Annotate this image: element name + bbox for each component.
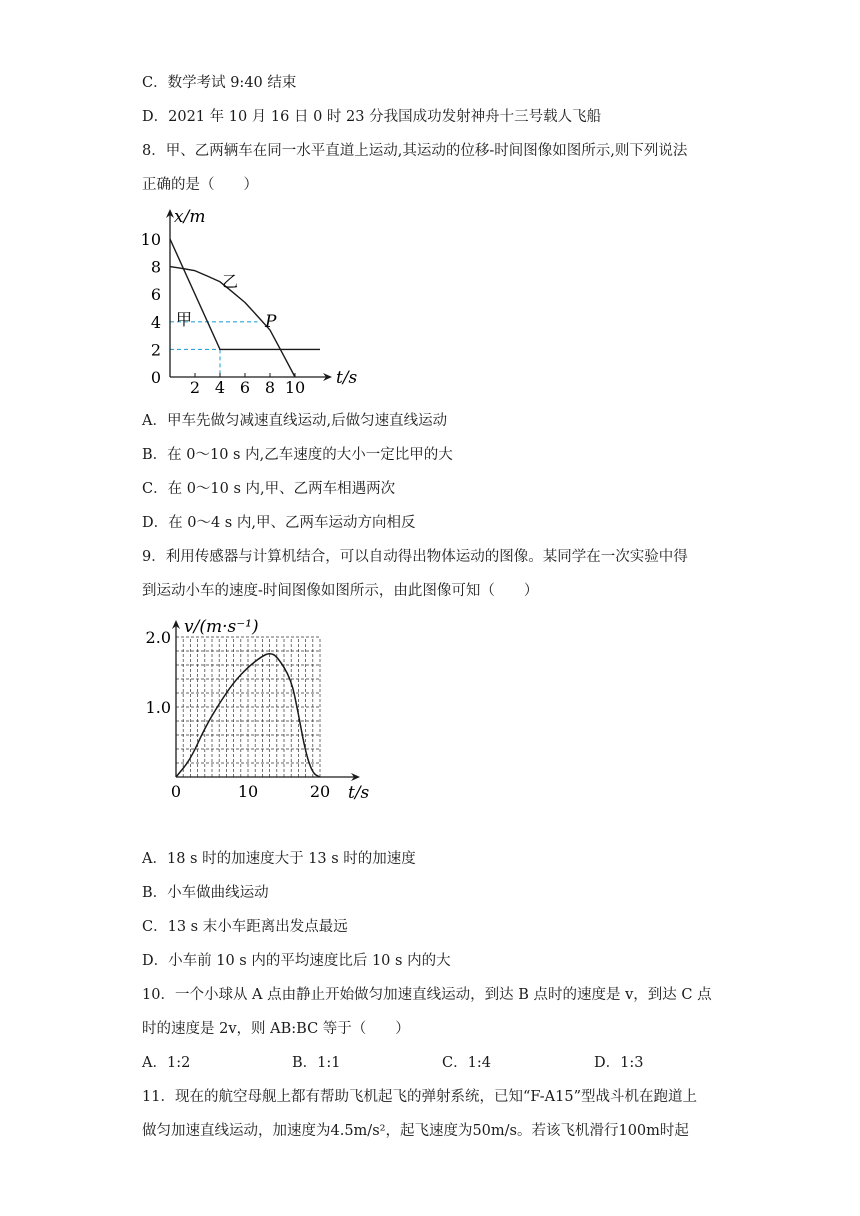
y-tick-label: 10	[140, 230, 161, 249]
q9-stem-line2: 到运动小车的速度-时间图像如图所示，由此图像可知（ ）	[142, 583, 539, 599]
q11-stem-line1: 11．现在的航空母舰上都有帮助飞机起飞的弹射系统，已知“F-A15”型战斗机在跑道上	[142, 1089, 698, 1105]
q10-option-b: B．1:1	[292, 1055, 341, 1071]
x-tick-label: 8	[264, 378, 276, 393]
q9-option-b: B．小车做曲线运动	[142, 885, 269, 901]
q10-stem-line2: 时的速度是 2v，则 AB:BC 等于（ ）	[142, 1021, 410, 1037]
q7-option-c: C．数学考试 9:40 结束	[142, 75, 297, 91]
y-tick-label: 6	[150, 285, 161, 305]
y-tick-label: 2.0	[145, 628, 171, 647]
velocity-time-chart	[142, 612, 392, 808]
q8-stem-line1: 8．甲、乙两辆车在同一水平直道上运动,其运动的位移-时间图像如图所示,则下列说法	[142, 143, 688, 159]
y-tick-label: 4	[150, 312, 161, 332]
q10-stem-line1: 10．一个小球从 A 点由静止开始做匀加速直线运动，到达 B 点时的速度是 v，到达 C 点	[142, 987, 712, 1003]
point-p-label: P	[265, 312, 277, 332]
y-tick-label: 8	[150, 257, 161, 277]
x-tick-label: 2	[189, 378, 201, 393]
q10-option-a: A．1:2	[142, 1055, 191, 1071]
q8-option-c: C．在 0～10 s 内,甲、乙两车相遇两次	[142, 481, 396, 497]
x-tick-label: 20	[309, 782, 331, 801]
q9-option-a: A．18 s 时的加速度大于 13 s 时的加速度	[142, 851, 416, 867]
x-tick-label: 10	[237, 782, 259, 801]
x-axis-label: t/s	[348, 783, 370, 803]
x-axis-label: t/s	[336, 368, 358, 388]
q11-stem-line2: 做匀加速直线运动，加速度为4.5m/s²，起飞速度为50m/s。若该飞机滑行100m时起	[142, 1123, 689, 1139]
y-axis-label: x/m	[174, 207, 206, 227]
x-tick-label: 10	[284, 378, 306, 393]
q10-option-c: C．1:4	[442, 1055, 491, 1071]
q9-stem-line1: 9．利用传感器与计算机结合，可以自动得出物体运动的图像。某同学在一次实验中得	[142, 549, 688, 565]
y-tick-label: 1.0	[145, 698, 171, 717]
y-tick-label: 0	[150, 368, 161, 387]
y-axis-label: v/(m·s⁻¹)	[184, 617, 259, 637]
series-label-jia: 甲	[176, 310, 193, 329]
q9-option-c: C．13 s 末小车距离出发点最远	[142, 919, 348, 935]
series-label-yi: 乙	[222, 272, 239, 291]
q8-option-d: D．在 0～4 s 内,甲、乙两车运动方向相反	[142, 515, 416, 531]
q8-stem-line2: 正确的是（ ）	[142, 177, 258, 193]
displacement-time-chart	[138, 203, 358, 393]
q8-option-a: A．甲车先做匀减速直线运动,后做匀速直线运动	[142, 413, 448, 429]
q7-option-d: D．2021 年 10 月 16 日 0 时 23 分我国成功发射神舟十三号载人飞船	[142, 109, 602, 125]
y-tick-label: 2	[150, 340, 161, 360]
x-tick-label: 4	[214, 378, 226, 393]
x-tick-label: 6	[239, 378, 251, 393]
series-jia-line	[170, 239, 320, 349]
q9-option-d: D．小车前 10 s 内的平均速度比后 10 s 内的大	[142, 953, 451, 969]
q10-option-d: D．1:3	[594, 1055, 644, 1071]
q8-option-b: B．在 0～10 s 内,乙车速度的大小一定比甲的大	[142, 447, 453, 463]
x-tick-label: 0	[170, 782, 182, 801]
